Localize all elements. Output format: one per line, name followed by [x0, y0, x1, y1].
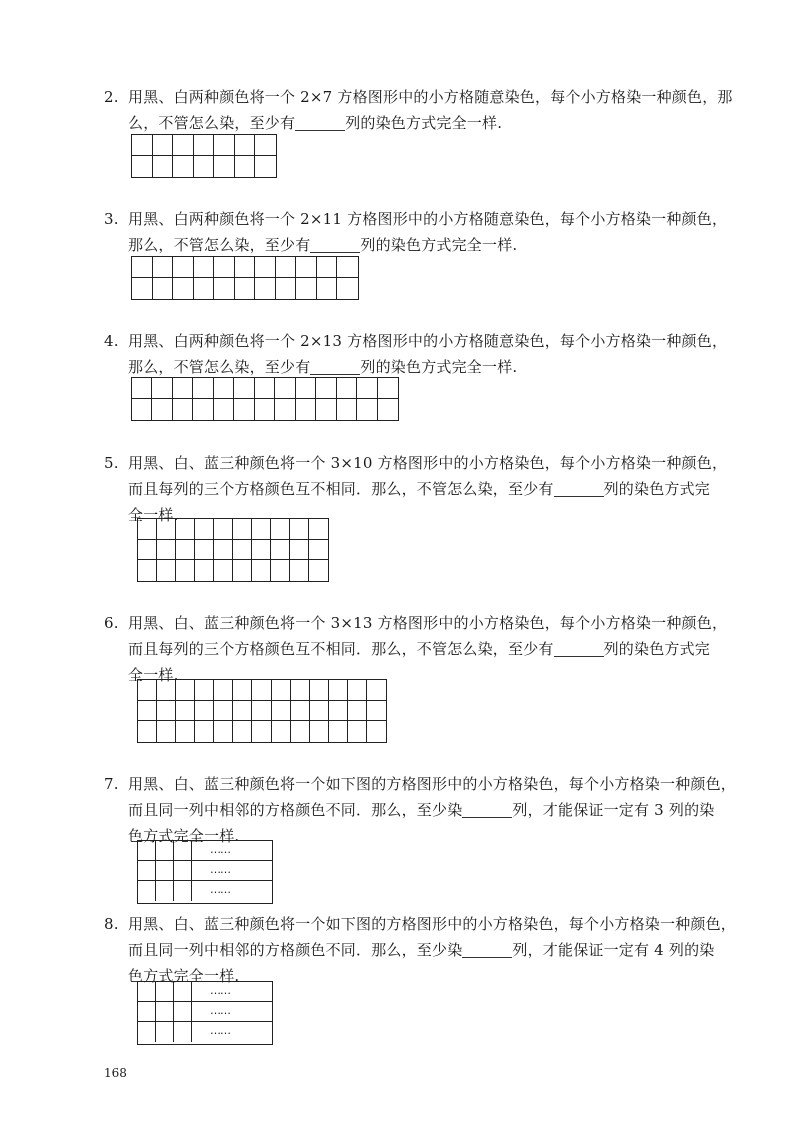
- problem-statement: 而且每列的三个方格颜色互不相同．那么，不管怎么染，至少有: [128, 640, 554, 658]
- grid-cell: [214, 399, 234, 420]
- grid-cell: [176, 721, 195, 742]
- grid-cell: [214, 721, 233, 742]
- grid-cell: [317, 278, 338, 299]
- grid-cell: [153, 135, 174, 156]
- grid-cell: [214, 257, 235, 278]
- grid-cell: [195, 519, 214, 540]
- problem-text-line: [104, 797, 734, 823]
- grid-cell: [132, 156, 153, 177]
- problem-text-line: [104, 328, 734, 354]
- grid-cell: [337, 278, 358, 299]
- grid-cell: [290, 560, 309, 581]
- grid-cell: [174, 982, 192, 1001]
- grid-cell: [138, 721, 157, 742]
- grid-cell: [193, 378, 213, 399]
- ellipsis: ……: [210, 883, 230, 896]
- grid-cell: [157, 701, 176, 722]
- grid-2x13: [131, 377, 399, 421]
- problem-text-line: [104, 110, 734, 136]
- grid-cell: [156, 861, 174, 880]
- grid-cell: [138, 881, 156, 901]
- problem-text-line: [104, 636, 734, 662]
- grid-cell: [310, 721, 329, 742]
- grid-cell: [329, 701, 348, 722]
- problem-text-line: [104, 610, 734, 636]
- grid-cell: [317, 257, 338, 278]
- grid-cell: [235, 156, 256, 177]
- problem-number: 8.: [104, 915, 119, 933]
- grid-cell: [176, 540, 195, 561]
- grid-cell: [290, 540, 309, 561]
- problem-statement: 列的染色方式完全一样.: [345, 114, 503, 132]
- grid-cell: [174, 1022, 192, 1042]
- grid-cell: [255, 156, 276, 177]
- grid-cell: [357, 378, 377, 399]
- grid-cell: [138, 1022, 156, 1042]
- grid-cell: [348, 701, 367, 722]
- problem-7: [104, 771, 737, 849]
- grid-row: [138, 982, 272, 1002]
- grid-cell: [138, 1002, 156, 1021]
- ellipsis: ……: [210, 1004, 230, 1017]
- grid-cell: [291, 701, 310, 722]
- grid-cell: [214, 156, 235, 177]
- grid-cell: [255, 378, 275, 399]
- grid-cell: [214, 519, 233, 540]
- grid-cell: [132, 135, 153, 156]
- grid-cell: [157, 560, 176, 581]
- grid-cell: [195, 721, 214, 742]
- grid-cell: [132, 399, 152, 420]
- grid-cell: [152, 399, 172, 420]
- problem-statement: 用黑、白、蓝三种颜色将一个 3×13 方格图形中的小方格染色，每个小方格染一种颜色，: [128, 614, 728, 632]
- grid-cell: [173, 399, 193, 420]
- grid-cell: [156, 1022, 174, 1042]
- grid-cell: [173, 278, 194, 299]
- ellipsis: ……: [210, 843, 230, 856]
- problem-statement: 全一样.: [128, 666, 179, 684]
- grid-cell: [235, 257, 256, 278]
- problem-4: [104, 328, 734, 380]
- grid-cell: [252, 701, 271, 722]
- grid-cell: [214, 560, 233, 581]
- grid-cell: [296, 378, 316, 399]
- grid-cell: [252, 560, 271, 581]
- grid-cell: [138, 982, 156, 1001]
- grid-cell: [174, 1002, 192, 1021]
- grid-cell: [309, 519, 328, 540]
- grid-cell: [138, 861, 156, 880]
- grid-cell: [272, 721, 291, 742]
- problem-statement: 而且同一列中相邻的方格颜色不同．那么，至少染: [128, 801, 463, 819]
- grid-cell: [367, 701, 386, 722]
- grid-cell: [153, 156, 174, 177]
- grid-cell: [296, 257, 317, 278]
- grid-cell: [156, 982, 174, 1001]
- problem-number: 4.: [104, 332, 119, 350]
- grid-cell: [329, 680, 348, 701]
- problem-statement: 列，才能保证一定有 3 列的染: [512, 801, 715, 819]
- problem-text-line: [104, 911, 737, 937]
- grid-cell: [173, 257, 194, 278]
- grid-cell: [194, 257, 215, 278]
- grid-cell: [138, 701, 157, 722]
- grid-cell: [132, 257, 153, 278]
- grid-cell: [194, 278, 215, 299]
- grid-cell: [138, 540, 157, 561]
- grid-cell: [337, 378, 357, 399]
- grid-cell: [233, 560, 252, 581]
- answer-blank[interactable]: [462, 941, 512, 958]
- problem-3: [104, 206, 734, 258]
- grid-cell: [272, 701, 291, 722]
- grid-cell: [214, 701, 233, 722]
- problem-number: 6.: [104, 614, 119, 632]
- grid-row: [138, 861, 272, 881]
- grid-cell: [316, 378, 336, 399]
- problem-statement: 列的染色方式完: [603, 640, 711, 658]
- grid-cell: [357, 399, 377, 420]
- grid-3-rows-etc: [137, 840, 273, 904]
- problem-statement: 列的染色方式完: [603, 480, 711, 498]
- answer-blank[interactable]: [554, 640, 604, 657]
- grid-cell: [233, 721, 252, 742]
- grid-cell: [156, 841, 174, 860]
- grid-cell: [193, 399, 213, 420]
- grid-cell: [337, 257, 358, 278]
- problem-statement: 用黑、白、蓝三种颜色将一个如下图的方格图形中的小方格染色，每个小方格染一种颜色，: [128, 915, 737, 933]
- grid-cell: [138, 841, 156, 860]
- grid-cell: [271, 540, 290, 561]
- grid-cell: [296, 278, 317, 299]
- grid-cell: [378, 399, 398, 420]
- grid-cell: [176, 519, 195, 540]
- grid-cell: [309, 560, 328, 581]
- problem-5: [104, 450, 734, 528]
- grid-row: [138, 841, 272, 861]
- grid-2x7: [131, 134, 277, 178]
- grid-cell: [255, 135, 276, 156]
- grid-cell: [310, 701, 329, 722]
- grid-cell: [234, 378, 254, 399]
- grid-cell: [214, 540, 233, 561]
- grid-cell: [173, 378, 193, 399]
- grid-cell: [271, 519, 290, 540]
- grid-cell: [233, 701, 252, 722]
- grid-cell: [195, 540, 214, 561]
- grid-cell: [214, 135, 235, 156]
- grid-cell: [235, 135, 256, 156]
- page-number: 168: [104, 1066, 127, 1080]
- grid-cell: [194, 156, 215, 177]
- problem-statement: 而且同一列中相邻的方格颜色不同．那么，至少染: [128, 941, 463, 959]
- grid-cell: [214, 378, 234, 399]
- problem-statement: 那么，不管怎么染，至少有: [128, 358, 311, 376]
- grid-cell: [276, 278, 297, 299]
- problem-statement: 用黑、白两种颜色将一个 2×7 方格图形中的小方格随意染色，每个小方格染一种颜色，那: [128, 88, 733, 106]
- grid-cell: [378, 378, 398, 399]
- problem-statement: 色方式完全一样.: [128, 827, 240, 845]
- ellipsis: ……: [210, 984, 230, 997]
- grid-cell: [255, 278, 276, 299]
- grid-cell: [173, 135, 194, 156]
- grid-cell: [157, 540, 176, 561]
- grid-cell: [252, 540, 271, 561]
- grid-cell: [271, 560, 290, 581]
- grid-cell: [255, 257, 276, 278]
- problem-text-line: [104, 771, 737, 797]
- grid-cell: [348, 680, 367, 701]
- problem-statement: 用黑、白、蓝三种颜色将一个 3×10 方格图形中的小方格染色，每个小方格染一种颜色，: [128, 454, 728, 472]
- problem-statement: 么，不管怎么染，至少有: [128, 114, 296, 132]
- problem-text-line: [104, 937, 734, 963]
- answer-blank[interactable]: [310, 236, 360, 253]
- problem-statement: 列的染色方式完全一样.: [360, 236, 518, 254]
- grid-cell: [275, 399, 295, 420]
- grid-cell: [290, 519, 309, 540]
- problem-number: 7.: [104, 775, 119, 793]
- grid-cell: [152, 378, 172, 399]
- grid-cell: [214, 278, 235, 299]
- problem-8: [104, 911, 737, 989]
- grid-cell: [337, 399, 357, 420]
- grid-cell: [276, 257, 297, 278]
- grid-cell: [348, 721, 367, 742]
- answer-blank[interactable]: [554, 480, 604, 497]
- answer-blank[interactable]: [462, 801, 512, 818]
- answer-blank[interactable]: [295, 114, 345, 131]
- grid-cell: [157, 721, 176, 742]
- grid-cell: [156, 881, 174, 901]
- problem-statement: 而且每列的三个方格颜色互不相同．那么，不管怎么染，至少有: [128, 480, 554, 498]
- grid-row: [138, 1002, 272, 1022]
- problem-number: 5.: [104, 454, 119, 472]
- grid-cell: [233, 540, 252, 561]
- grid-cell: [157, 519, 176, 540]
- grid-cell: [176, 680, 195, 701]
- grid-3-rows-etc: [137, 981, 273, 1045]
- grid-row: [138, 1022, 272, 1042]
- ellipsis: ……: [210, 1024, 230, 1037]
- grid-cell: [255, 399, 275, 420]
- grid-cell: [235, 278, 256, 299]
- grid-cell: [291, 721, 310, 742]
- problem-statement: 用黑、白、蓝三种颜色将一个如下图的方格图形中的小方格染色，每个小方格染一种颜色，: [128, 775, 737, 793]
- grid-cell: [291, 680, 310, 701]
- problem-text-line: [104, 206, 734, 232]
- grid-cell: [233, 519, 252, 540]
- grid-cell: [195, 560, 214, 581]
- grid-cell: [367, 680, 386, 701]
- grid-cell: [316, 399, 336, 420]
- problem-statement: 色方式完全一样.: [128, 967, 240, 985]
- problem-statement: 用黑、白两种颜色将一个 2×13 方格图形中的小方格随意染色，每个小方格染一种颜色，: [128, 332, 728, 350]
- grid-cell: [367, 721, 386, 742]
- grid-cell: [296, 399, 316, 420]
- problem-statement: 列的染色方式完全一样.: [360, 358, 518, 376]
- grid-cell: [272, 680, 291, 701]
- grid-cell: [138, 680, 157, 701]
- grid-cell: [138, 519, 157, 540]
- grid-cell: [173, 156, 194, 177]
- grid-cell: [174, 881, 192, 901]
- grid-cell: [195, 680, 214, 701]
- grid-cell: [157, 680, 176, 701]
- grid-cell: [275, 378, 295, 399]
- problem-number: 2.: [104, 88, 119, 106]
- problem-text-line: [104, 232, 734, 258]
- grid-cell: [252, 680, 271, 701]
- grid-cell: [132, 278, 153, 299]
- grid-cell: [176, 560, 195, 581]
- grid-cell: [156, 1002, 174, 1021]
- grid-3x13: [137, 679, 387, 743]
- answer-blank[interactable]: [310, 358, 360, 375]
- grid-cell: [252, 519, 271, 540]
- problem-text-line: [104, 84, 734, 110]
- grid-cell: [234, 399, 254, 420]
- problem-statement: 全一样.: [128, 506, 179, 524]
- grid-row: [138, 881, 272, 901]
- grid-cell: [310, 680, 329, 701]
- grid-cell: [329, 721, 348, 742]
- grid-cell: [174, 861, 192, 880]
- grid-cell: [214, 680, 233, 701]
- problem-statement: 列，才能保证一定有 4 列的染: [512, 941, 715, 959]
- problem-statement: 用黑、白两种颜色将一个 2×11 方格图形中的小方格随意染色，每个小方格染一种颜色，: [128, 210, 728, 228]
- grid-2x11: [131, 256, 359, 300]
- grid-cell: [194, 135, 215, 156]
- grid-cell: [176, 701, 195, 722]
- problem-text-line: [104, 450, 734, 476]
- grid-cell: [233, 680, 252, 701]
- grid-cell: [195, 701, 214, 722]
- grid-cell: [153, 257, 174, 278]
- problem-number: 3.: [104, 210, 119, 228]
- ellipsis: ……: [210, 863, 230, 876]
- grid-cell: [309, 540, 328, 561]
- grid-cell: [153, 278, 174, 299]
- grid-cell: [132, 378, 152, 399]
- problem-statement: 那么，不管怎么染，至少有: [128, 236, 311, 254]
- problem-2: [104, 84, 734, 136]
- grid-cell: [252, 721, 271, 742]
- grid-cell: [138, 560, 157, 581]
- grid-cell: [174, 841, 192, 860]
- problem-6: [104, 610, 734, 688]
- grid-3x10: [137, 518, 329, 582]
- problem-text-line: [104, 476, 734, 502]
